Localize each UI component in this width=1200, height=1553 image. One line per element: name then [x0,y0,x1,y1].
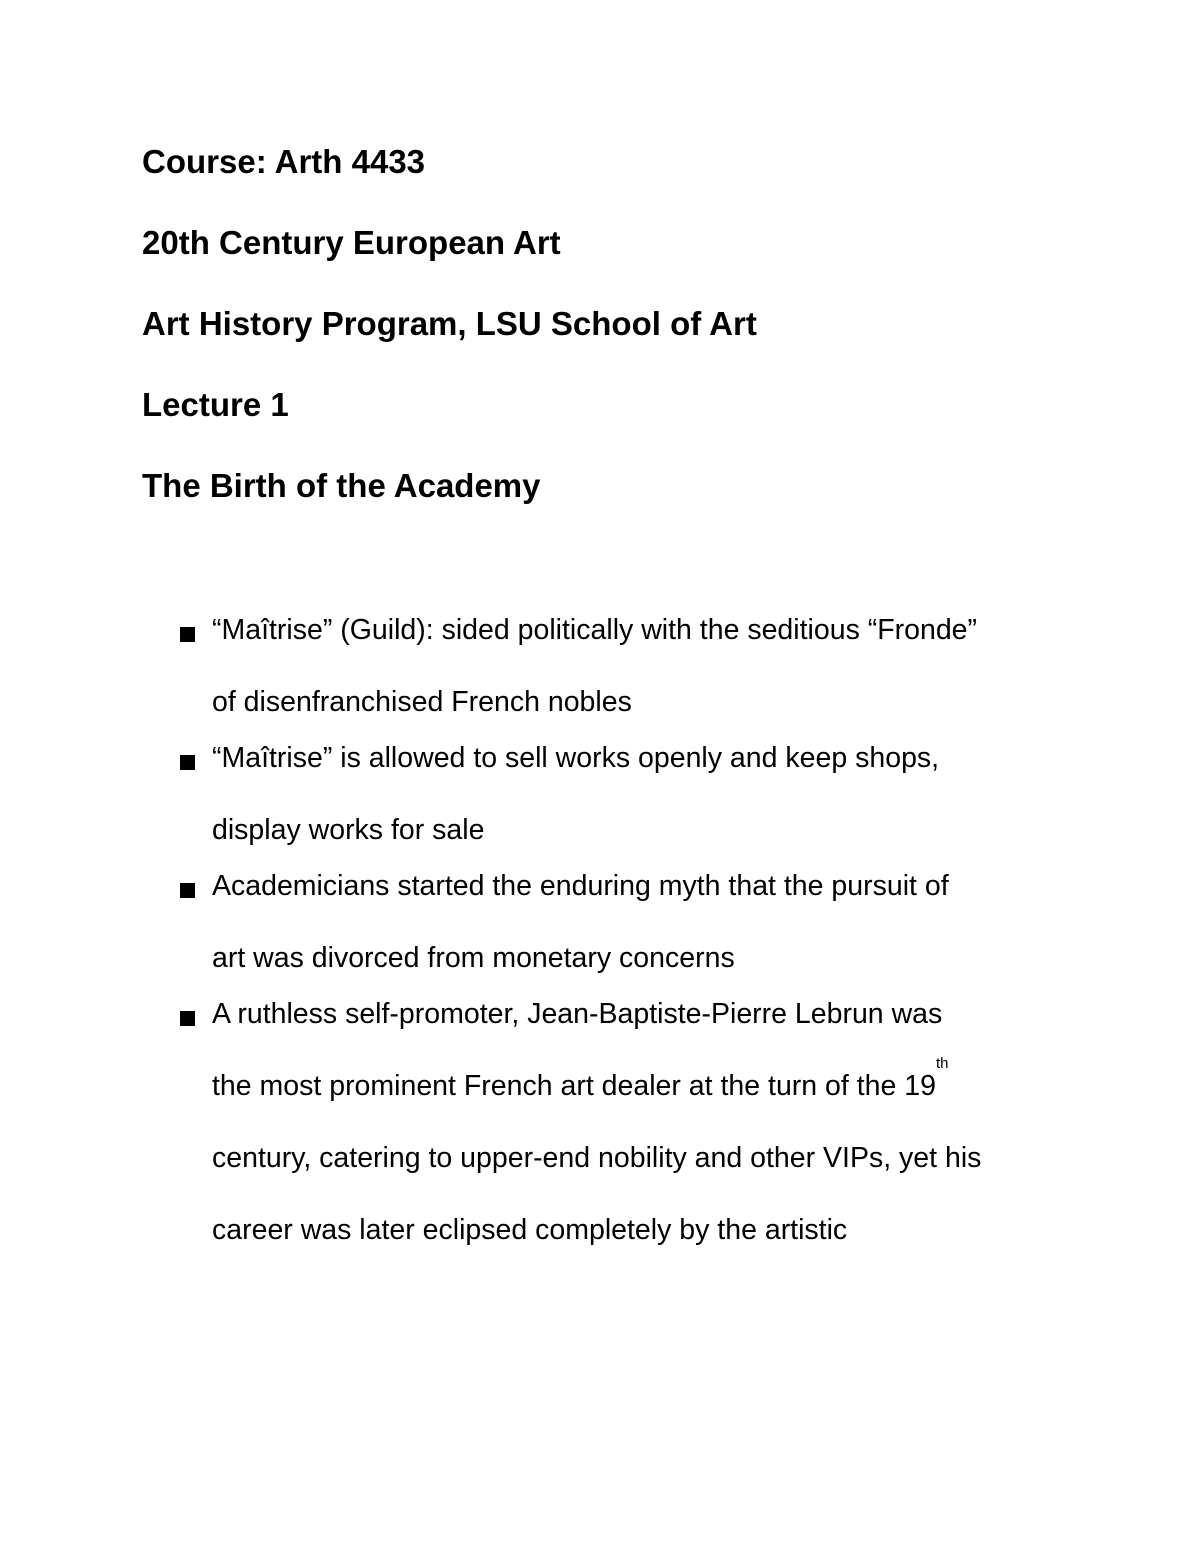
course-heading: Course: Arth 4433 [142,143,426,180]
bullet-text-line: display works for sale [212,814,485,846]
list-item [180,868,1080,976]
bullet-text-line: “Maîtrise” is allowed to sell works openly and keep shops, [212,742,940,774]
square-bullet-icon [180,883,195,898]
bullet-text-line: of disenfranchised French nobles [212,686,632,718]
bullet-text-line: “Maîtrise” (Guild): sided politically with the seditious “Fronde” [212,614,978,646]
lecture-heading: Lecture 1 [142,386,289,423]
topic-heading: The Birth of the Academy [142,467,541,504]
bullet-text-line [212,1055,1080,1104]
list-item [180,740,1080,848]
square-bullet-icon [180,627,195,642]
bullet-text-line: art was divorced from monetary concerns [212,942,735,974]
square-bullet-icon [180,1011,195,1026]
square-bullet-icon [180,755,195,770]
course-title: 20th Century European Art [142,224,561,261]
bullet-text-line: Academicians started the enduring myth that the pursuit of [212,870,949,902]
ordinal-superscript: th [935,1055,949,1072]
bullet-text-line: A ruthless self-promoter, Jean-Baptiste-Pierre Lebrun was [212,998,943,1030]
list-item [180,612,1080,720]
program-heading: Art History Program, LSU School of Art [142,305,757,342]
bullet-text-segment: the most prominent French art dealer at the turn of the 19 [212,1070,936,1102]
bullet-text-line: century, catering to upper-end nobility and other VIPs, yet his [212,1142,982,1174]
bullet-list [180,612,1080,1268]
list-item [180,996,1080,1248]
bullet-text-line: career was later eclipsed completely by the artistic [212,1214,848,1246]
